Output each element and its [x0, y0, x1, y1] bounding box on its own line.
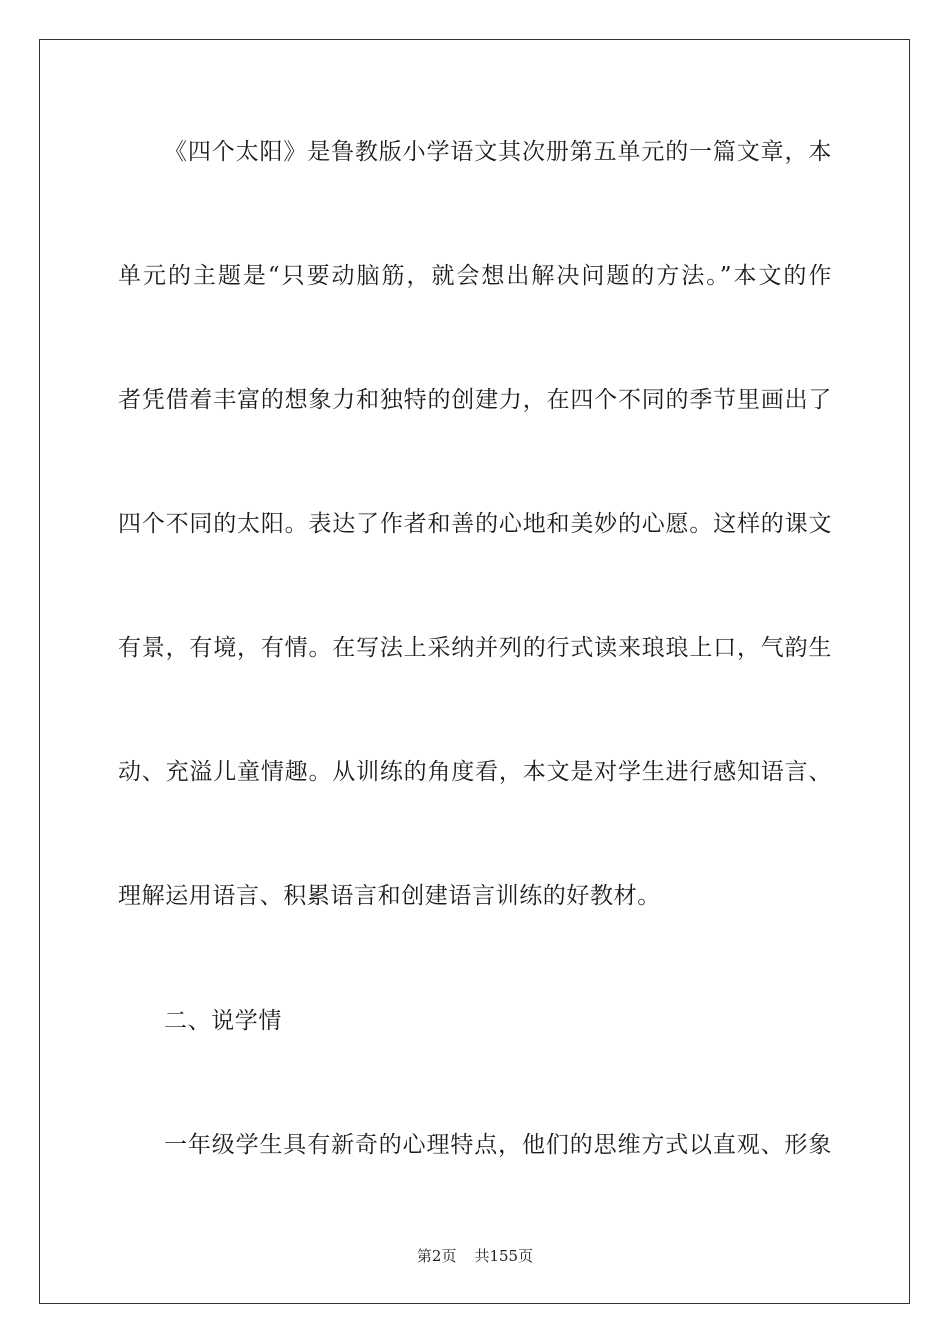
- paragraph-line: 动、充溢儿童情趣。从训练的角度看，本文是对学生进行感知语言、: [118, 759, 832, 785]
- paragraph-line: 四个不同的太阳。表达了作者和善的心地和美妙的心愿。这样的课文: [118, 511, 832, 537]
- paragraph-line: 《四个太阳》是鲁教版小学语文其次册第五单元的一篇文章，本: [164, 139, 832, 165]
- paragraph-line: 有景，有境，有情。在写法上采纳并列的行式读来琅琅上口，气韵生: [118, 635, 832, 661]
- section-heading: 二、说学情: [164, 1008, 282, 1034]
- paragraph-line: 者凭借着丰富的想象力和独特的创建力，在四个不同的季节里画出了: [118, 387, 832, 413]
- page-footer: [0, 1246, 950, 1266]
- paragraph-line: 单元的主题是“只要动脑筋，就会想出解决问题的方法。”本文的作: [118, 263, 832, 289]
- page-number: 第2页: [416, 1247, 457, 1265]
- page-border: [39, 39, 910, 1304]
- page-total: 共155页: [474, 1247, 534, 1265]
- paragraph-line: 一年级学生具有新奇的心理特点，他们的思维方式以直观、形象: [164, 1132, 832, 1158]
- paragraph-line: 理解运用语言、积累语言和创建语言训练的好教材。: [118, 883, 661, 909]
